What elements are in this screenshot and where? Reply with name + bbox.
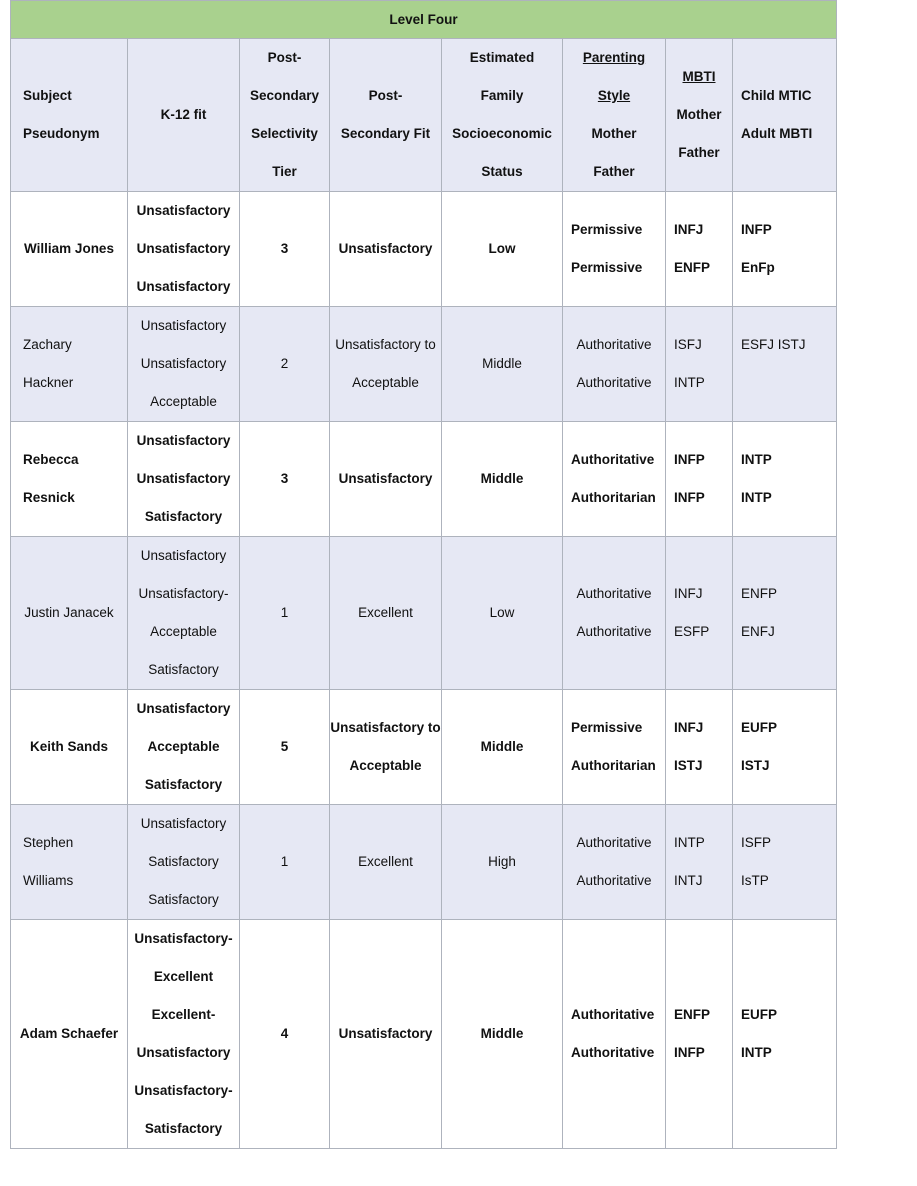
cell-text: Authoritative — [576, 586, 652, 601]
cell-k12-fit — [128, 805, 240, 920]
cell-text: 3 — [280, 471, 289, 486]
cell-text: Satisfactory — [144, 777, 223, 792]
header-mbti — [666, 39, 733, 192]
cell-text: William Jones — [24, 241, 114, 256]
cell-text: Satisfactory — [148, 662, 219, 677]
cell-text: Zachary — [23, 337, 72, 352]
cell-selectivity-tier — [240, 307, 330, 422]
header-post-secondary-fit — [330, 39, 442, 192]
cell-selectivity-tier — [240, 192, 330, 307]
cell-mbti — [666, 805, 733, 920]
cell-child-adult-mbti — [733, 537, 837, 690]
cell-k12-fit — [128, 422, 240, 537]
cell-text: 1 — [280, 854, 289, 869]
cell-text: Satisfactory — [148, 892, 219, 907]
cell-text: Unsatisfactory — [140, 318, 227, 333]
cell-text: INFP — [741, 222, 772, 237]
cell-child-adult-mbti — [733, 690, 837, 805]
cell-text: ENFP — [674, 1007, 711, 1022]
cell-child-adult-mbti — [733, 920, 837, 1149]
header-child-adult-mbti — [733, 39, 837, 192]
cell-text: ENFP — [674, 260, 711, 275]
cell-k12-fit — [128, 920, 240, 1149]
header-text: Parenting — [582, 50, 646, 65]
cell-text: Unsatisfactory — [136, 471, 231, 486]
cell-parenting-style — [563, 920, 666, 1149]
cell-text: Stephen — [23, 835, 74, 850]
cell-post-secondary-fit — [330, 537, 442, 690]
cell-post-secondary-fit — [330, 192, 442, 307]
cell-subject-pseudonym — [11, 690, 128, 805]
cell-parenting-style — [563, 690, 666, 805]
cell-text: High — [488, 854, 516, 869]
table-row — [11, 805, 837, 920]
cell-child-adult-mbti — [733, 192, 837, 307]
cell-socioeconomic-status — [442, 537, 563, 690]
cell-text: Unsatisfactory- — [138, 586, 229, 601]
cell-text: ISTJ — [741, 758, 770, 773]
cell-post-secondary-fit — [330, 422, 442, 537]
cell-text: Unsatisfactory — [140, 816, 227, 831]
cell-k12-fit — [128, 307, 240, 422]
header-text: Subject — [23, 88, 72, 103]
cell-text: ESFP — [674, 624, 710, 639]
cell-text: Middle — [480, 1026, 524, 1041]
cell-subject-pseudonym — [11, 192, 128, 307]
cell-text: Authoritative — [576, 375, 652, 390]
header-text: Pseudonym — [23, 126, 100, 141]
table-row — [11, 307, 837, 422]
cell-text: Acceptable — [352, 375, 419, 390]
cell-socioeconomic-status — [442, 422, 563, 537]
cell-post-secondary-fit — [330, 307, 442, 422]
table-row — [11, 690, 837, 805]
cell-text: ISTJ — [674, 758, 703, 773]
cell-text: 2 — [280, 356, 289, 371]
header-text: Secondary Fit — [340, 126, 431, 141]
cell-text: Satisfactory — [144, 1121, 223, 1136]
cell-text: Unsatisfactory to — [335, 337, 436, 352]
cell-text: INTP — [674, 375, 705, 390]
cell-text: INFP — [674, 452, 705, 467]
cell-text: Middle — [480, 471, 524, 486]
cell-text: Unsatisfactory- — [134, 931, 233, 946]
cell-text: Acceptable — [150, 394, 217, 409]
header-text: Father — [593, 164, 635, 179]
cell-text: Unsatisfactory — [136, 701, 231, 716]
cell-subject-pseudonym — [11, 422, 128, 537]
cell-text: Acceptable — [150, 624, 217, 639]
cell-parenting-style — [563, 307, 666, 422]
cell-text: Unsatisfactory — [338, 471, 433, 486]
cell-text: Williams — [23, 873, 74, 888]
table-row — [11, 192, 837, 307]
table-row — [11, 422, 837, 537]
header-text: Father — [678, 145, 720, 160]
cell-text: Excellent — [358, 854, 413, 869]
cell-text: EUFP — [741, 720, 778, 735]
cell-text: ENFP — [741, 586, 778, 601]
header-text: Socioeconomic — [452, 126, 552, 141]
cell-text: Satisfactory — [148, 854, 219, 869]
cell-text: Permissive — [571, 260, 643, 275]
cell-text: ISFP — [741, 835, 772, 850]
cell-text: Unsatisfactory — [338, 241, 433, 256]
cell-text: Unsatisfactory — [136, 433, 231, 448]
level-four-table — [10, 0, 837, 1149]
cell-mbti — [666, 192, 733, 307]
cell-text: INFJ — [674, 222, 704, 237]
header-text: Post- — [368, 88, 403, 103]
cell-text: INTP — [741, 490, 772, 505]
header-text: MBTI — [682, 69, 716, 84]
cell-text: IsTP — [741, 873, 769, 888]
cell-text: 5 — [280, 739, 289, 754]
cell-text: INTP — [741, 452, 772, 467]
cell-subject-pseudonym — [11, 920, 128, 1149]
header-text: Child MTIC — [741, 88, 812, 103]
cell-text: 1 — [280, 605, 289, 620]
cell-text: Acceptable — [147, 739, 220, 754]
header-k12-fit — [128, 39, 240, 192]
cell-text: Unsatisfactory — [140, 548, 227, 563]
table-title: Level Four — [11, 1, 837, 39]
header-parenting-style — [563, 39, 666, 192]
cell-selectivity-tier — [240, 690, 330, 805]
cell-text: Rebecca — [23, 452, 79, 467]
header-selectivity-tier — [240, 39, 330, 192]
cell-text: Authoritative — [571, 1007, 655, 1022]
cell-text: ESFJ ISTJ — [741, 337, 806, 352]
header-text: Style — [597, 88, 631, 103]
cell-subject-pseudonym — [11, 537, 128, 690]
header-text: Estimated — [469, 50, 535, 65]
cell-subject-pseudonym — [11, 805, 128, 920]
cell-text: Low — [488, 241, 516, 256]
cell-text: Authoritative — [576, 873, 652, 888]
cell-parenting-style — [563, 422, 666, 537]
cell-text: Satisfactory — [144, 509, 223, 524]
cell-child-adult-mbti — [733, 805, 837, 920]
cell-text: Excellent — [358, 605, 413, 620]
cell-selectivity-tier — [240, 920, 330, 1149]
cell-text: EnFp — [741, 260, 775, 275]
header-text: Tier — [272, 164, 297, 179]
header-text: Mother — [591, 126, 637, 141]
cell-text: Keith Sands — [29, 739, 108, 754]
cell-text: Unsatisfactory — [136, 203, 231, 218]
cell-child-adult-mbti — [733, 307, 837, 422]
cell-text: ENFJ — [741, 624, 775, 639]
header-text: Secondary — [249, 88, 320, 103]
cell-text: Authoritative — [571, 1045, 655, 1060]
cell-text: Authoritarian — [571, 490, 656, 505]
cell-text: Permissive — [571, 720, 643, 735]
cell-text: Unsatisfactory to — [330, 720, 441, 735]
cell-mbti — [666, 537, 733, 690]
cell-selectivity-tier — [240, 805, 330, 920]
cell-text: Middle — [482, 356, 522, 371]
cell-socioeconomic-status — [442, 690, 563, 805]
cell-post-secondary-fit — [330, 805, 442, 920]
cell-text: INFJ — [674, 720, 704, 735]
cell-mbti — [666, 920, 733, 1149]
cell-text: 3 — [280, 241, 289, 256]
cell-k12-fit — [128, 537, 240, 690]
cell-text: INTP — [674, 835, 705, 850]
cell-text: 4 — [280, 1026, 289, 1041]
cell-mbti — [666, 307, 733, 422]
cell-text: Low — [489, 605, 515, 620]
cell-post-secondary-fit — [330, 920, 442, 1149]
cell-parenting-style — [563, 805, 666, 920]
cell-socioeconomic-status — [442, 920, 563, 1149]
cell-child-adult-mbti — [733, 422, 837, 537]
header-socioeconomic-status — [442, 39, 563, 192]
cell-text: INFJ — [674, 586, 703, 601]
cell-text: Unsatisfactory — [136, 279, 231, 294]
cell-text: Hackner — [23, 375, 74, 390]
cell-text: INTJ — [674, 873, 703, 888]
cell-text: Unsatisfactory — [136, 241, 231, 256]
cell-text: Adam Schaefer — [19, 1026, 119, 1041]
cell-text: Unsatisfactory- — [134, 1083, 233, 1098]
cell-mbti — [666, 422, 733, 537]
cell-text: Resnick — [23, 490, 75, 505]
table-row — [11, 920, 837, 1149]
cell-text: Middle — [480, 739, 524, 754]
cell-text: INTP — [741, 1045, 772, 1060]
cell-socioeconomic-status — [442, 805, 563, 920]
cell-text: Permissive — [571, 222, 643, 237]
cell-selectivity-tier — [240, 537, 330, 690]
cell-text: INFP — [674, 1045, 705, 1060]
header-text: Adult MBTI — [741, 126, 813, 141]
header-text: Mother — [676, 107, 722, 122]
cell-parenting-style — [563, 537, 666, 690]
cell-text: Authoritative — [576, 624, 652, 639]
header-text: Family — [480, 88, 524, 103]
cell-text: Authoritative — [576, 835, 652, 850]
cell-selectivity-tier — [240, 422, 330, 537]
header-text: Status — [481, 164, 523, 179]
cell-text: Unsatisfactory — [136, 1045, 231, 1060]
cell-text: Excellent- — [151, 1007, 216, 1022]
header-text: K-12 fit — [160, 107, 207, 122]
header-text: Post- — [267, 50, 302, 65]
cell-text: Authoritative — [571, 452, 655, 467]
cell-text: INFP — [674, 490, 705, 505]
cell-k12-fit — [128, 690, 240, 805]
cell-text: Authoritarian — [571, 758, 656, 773]
header-text: Selectivity — [251, 126, 318, 141]
cell-text: Acceptable — [349, 758, 422, 773]
cell-text: Unsatisfactory — [338, 1026, 433, 1041]
cell-text: ISFJ — [674, 337, 702, 352]
cell-k12-fit — [128, 192, 240, 307]
cell-text: Unsatisfactory — [140, 356, 227, 371]
cell-text: Excellent — [153, 969, 214, 984]
cell-subject-pseudonym — [11, 307, 128, 422]
header-subject-pseudonym — [11, 39, 128, 192]
cell-post-secondary-fit — [330, 690, 442, 805]
cell-text: Authoritative — [576, 337, 652, 352]
table-row — [11, 537, 837, 690]
cell-text: EUFP — [741, 1007, 778, 1022]
cell-text: Justin Janacek — [24, 605, 114, 620]
cell-socioeconomic-status — [442, 192, 563, 307]
cell-socioeconomic-status — [442, 307, 563, 422]
cell-parenting-style — [563, 192, 666, 307]
cell-mbti — [666, 690, 733, 805]
